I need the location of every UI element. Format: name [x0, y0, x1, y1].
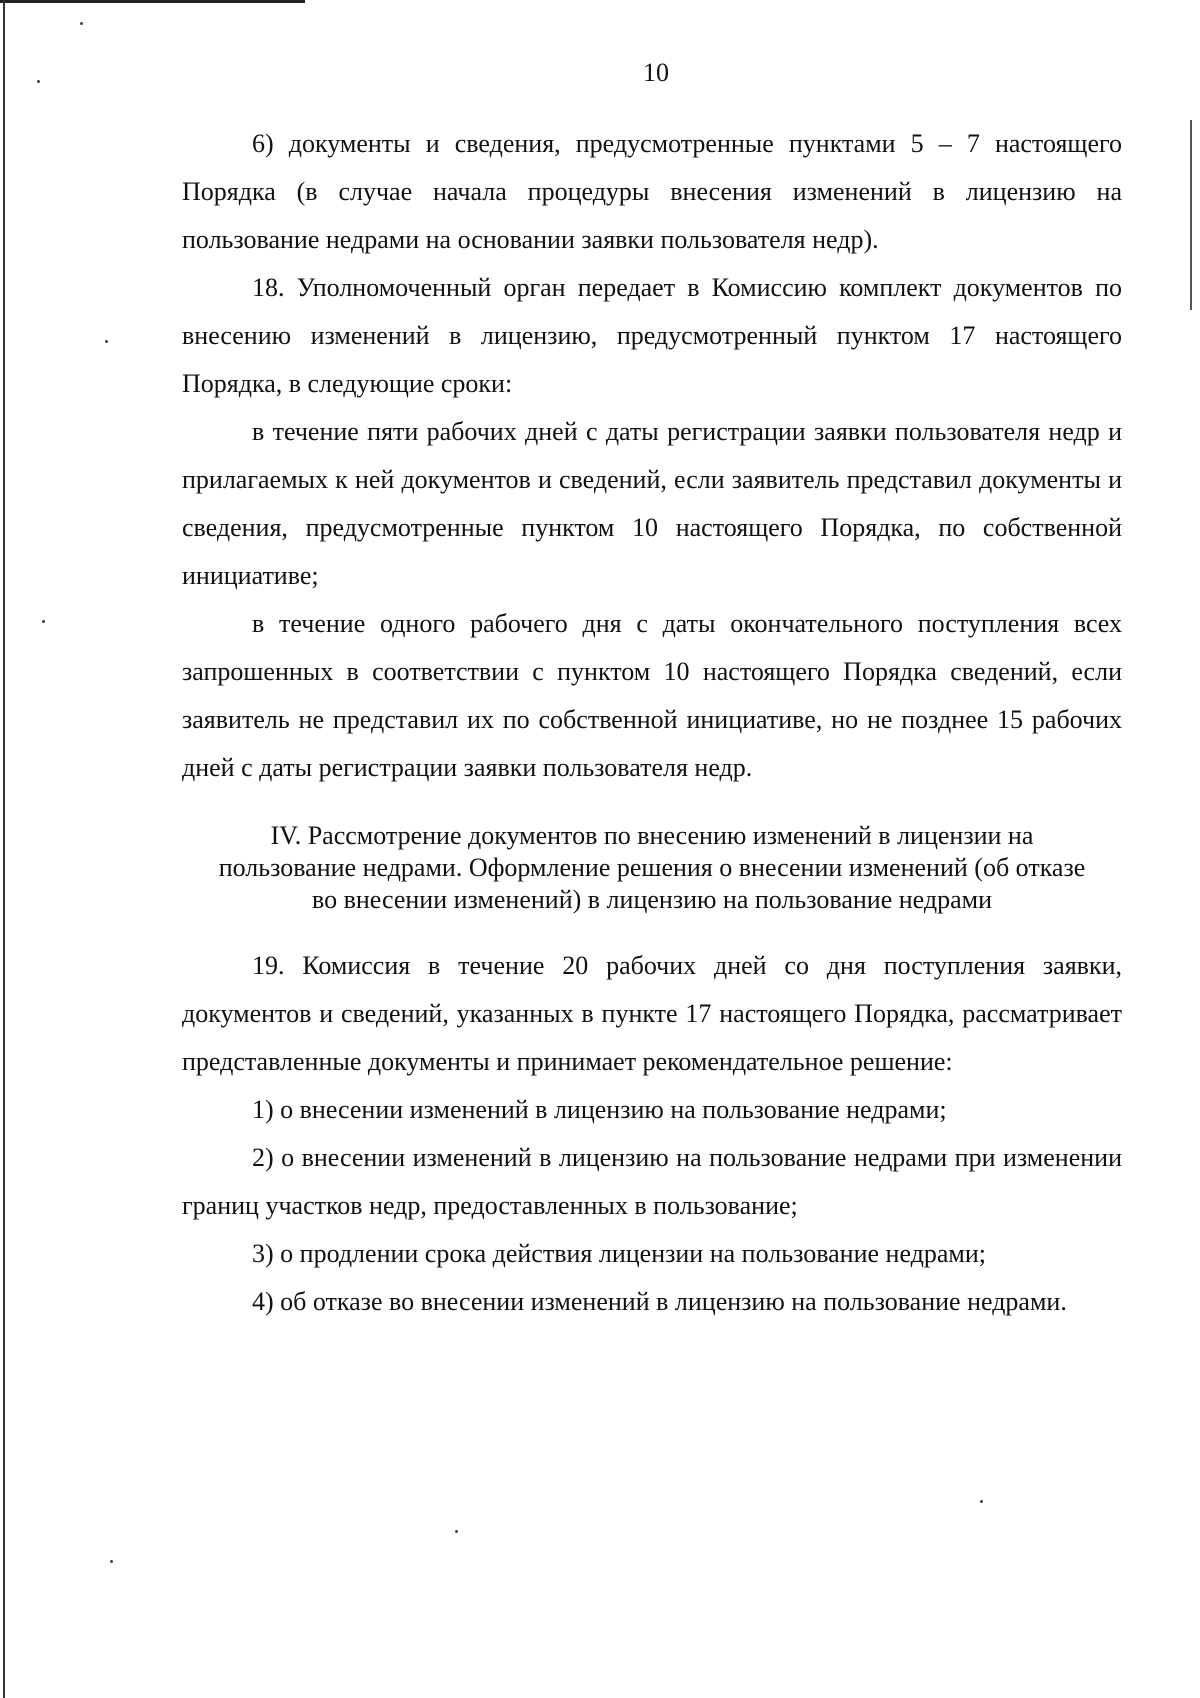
- section-heading-line: пользование недрами. Оформление решения о внесении изменений (об отказе: [218, 853, 1086, 882]
- scan-edge-right: [1190, 120, 1192, 310]
- paragraph-18: 18. Уполномоченный орган передает в Комиссию комплект документов по внесению изменений в лицензию, предусмотренный пунктом 17 настоящего Порядка, в следующие сроки:: [182, 273, 1122, 398]
- list-item-4: 4) об отказе во внесении изменений в лицензию на пользование недрами.: [252, 1287, 1067, 1316]
- section-heading-line: IV. Рассмотрение документов по внесению изменений в лицензии на: [270, 821, 1034, 850]
- document-body: [182, 120, 1122, 1326]
- paragraph-term-one-day: в течение одного рабочего дня с даты окончательного поступления всех запрошенных в соответствии с пунктом 10 настоящего Порядка сведений, если заявитель не представил их по собственной инициативе, но не позднее 15 рабочих дней с даты регистрации заявки пользователя недр.: [182, 609, 1122, 782]
- scan-speck: [42, 620, 45, 623]
- scan-speck: [455, 1530, 458, 1533]
- scan-speck: [105, 340, 108, 343]
- scan-speck: [980, 1500, 983, 1503]
- section-heading: [182, 820, 1122, 916]
- page-number: 10: [643, 58, 669, 87]
- scan-speck: [80, 22, 83, 25]
- list-item-3: 3) о продлении срока действия лицензии на пользование недрами;: [252, 1239, 987, 1268]
- paragraph-term-five-days: в течение пяти рабочих дней с даты регистрации заявки пользователя недр и прилагаемых к ней документов и сведений, если заявитель представил документы и сведения, предусмотренные пунктом 10 настоящего Порядка, по собственной инициативе;: [182, 417, 1122, 590]
- scan-speck: [110, 1560, 113, 1563]
- section-heading-line: во внесении изменений) в лицензию на пользование недрами: [312, 885, 992, 914]
- paragraph-item-6: 6) документы и сведения, предусмотренные пунктами 5 – 7 настоящего Порядка (в случае начала процедуры внесения изменений в лицензию на пользование недрами на основании заявки пользователя недр).: [182, 129, 1122, 254]
- scan-edge-top: [0, 0, 305, 3]
- scan-edge-left: [3, 0, 5, 1698]
- list-item-2: 2) о внесении изменений в лицензию на пользование недрами при изменении границ участков недр, предоставленных в пользование;: [182, 1143, 1122, 1220]
- list-item-1: 1) о внесении изменений в лицензию на пользование недрами;: [252, 1095, 947, 1124]
- paragraph-19: 19. Комиссия в течение 20 рабочих дней со дня поступления заявки, документов и сведений, указанных в пункте 17 настоящего Порядка, рассматривает представленные документы и принимает рекомендательное решение:: [182, 951, 1122, 1076]
